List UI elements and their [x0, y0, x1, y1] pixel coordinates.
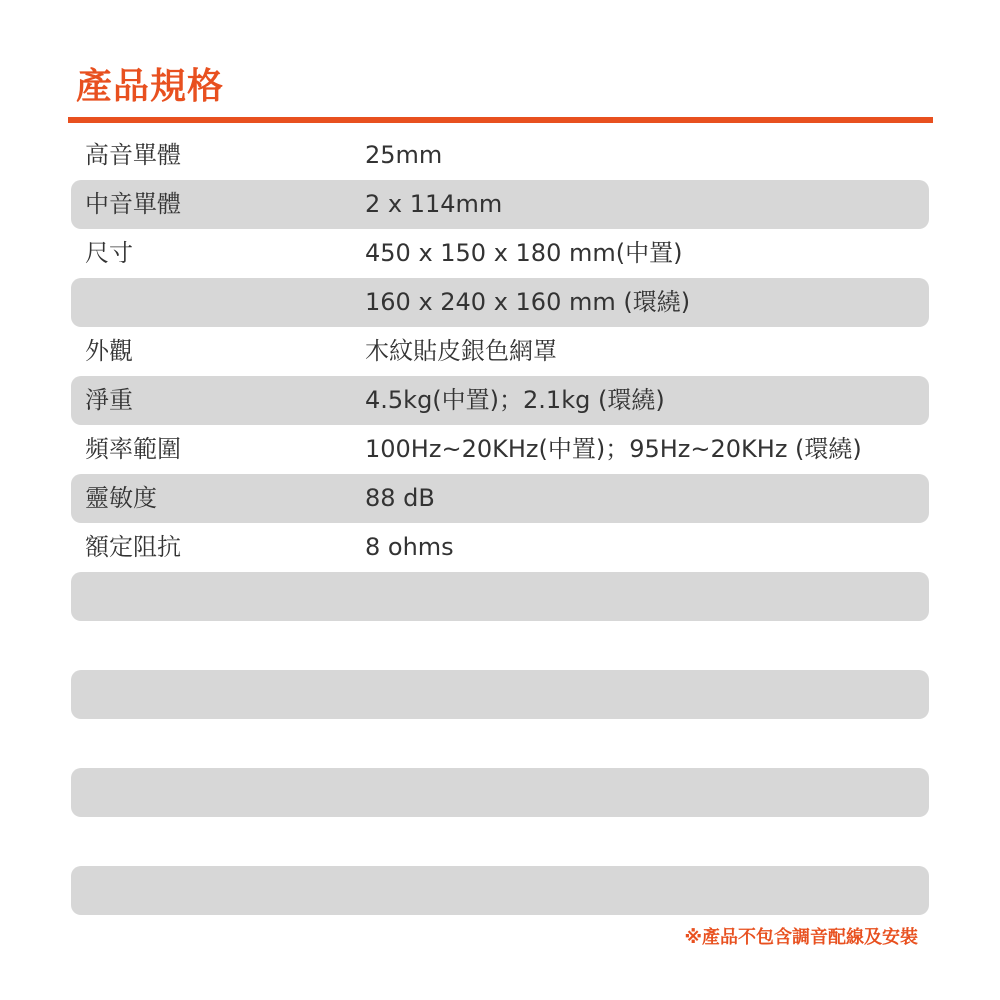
spec-row — [71, 523, 929, 572]
spec-table — [71, 131, 929, 915]
spec-row — [71, 719, 929, 768]
spec-value: 木紋貼皮銀色網罩 — [365, 337, 557, 365]
spec-value: 25mm — [365, 141, 443, 169]
spec-value: 450 x 150 x 180 mm(中置) — [365, 239, 683, 267]
spec-label: 尺寸 — [85, 239, 133, 267]
spec-value: 8 ohms — [365, 533, 454, 561]
spec-row — [71, 621, 929, 670]
spec-label: 頻率範圍 — [85, 435, 181, 463]
spec-row — [71, 229, 929, 278]
spec-value: 2 x 114mm — [365, 190, 503, 218]
spec-value: 88 dB — [365, 484, 435, 512]
spec-row — [71, 278, 929, 327]
title-divider — [68, 117, 933, 123]
spec-label: 淨重 — [85, 386, 133, 414]
spec-row — [71, 131, 929, 180]
spec-row — [71, 572, 929, 621]
spec-row — [71, 180, 929, 229]
spec-value: 4.5kg(中置)；2.1kg (環繞) — [365, 386, 665, 414]
footnote: ※產品不包含調音配線及安裝 — [684, 927, 918, 948]
spec-row — [71, 768, 929, 817]
spec-label: 高音單體 — [85, 141, 181, 169]
spec-label: 外觀 — [85, 337, 133, 365]
spec-row — [71, 474, 929, 523]
spec-row — [71, 327, 929, 376]
spec-row — [71, 376, 929, 425]
spec-row — [71, 866, 929, 915]
spec-label: 額定阻抗 — [85, 533, 181, 561]
spec-row — [71, 425, 929, 474]
spec-row — [71, 817, 929, 866]
spec-value: 100Hz~20KHz(中置)；95Hz~20KHz (環繞) — [365, 435, 862, 463]
spec-label: 靈敏度 — [85, 484, 157, 512]
spec-label: 中音單體 — [85, 190, 181, 218]
page-title: 產品規格 — [76, 66, 225, 107]
spec-value: 160 x 240 x 160 mm (環繞) — [365, 288, 691, 316]
spec-row — [71, 670, 929, 719]
